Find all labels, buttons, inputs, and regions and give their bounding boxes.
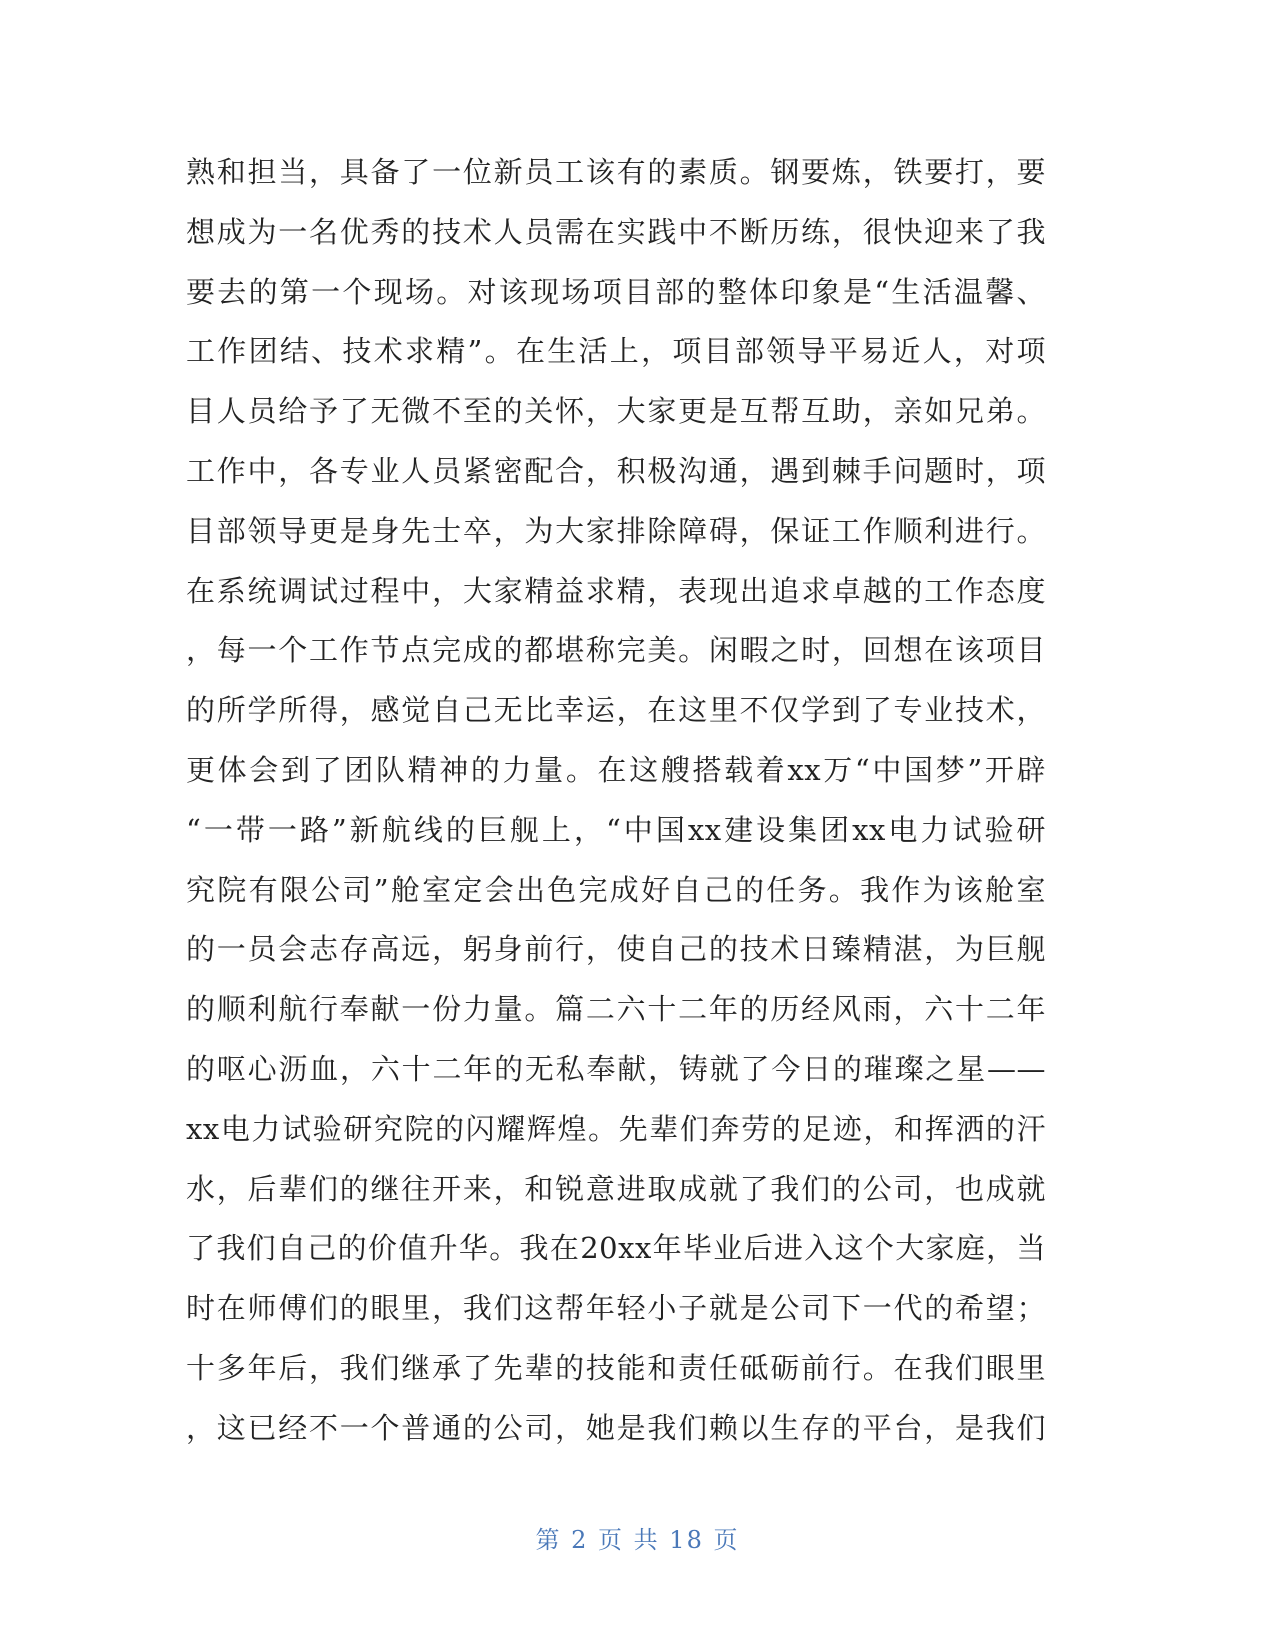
text-line: xx电力试验研究院的闪耀辉煌。先辈们奔劳的足迹，和挥洒的汗 — [186, 1111, 1046, 1146]
page-number-label: 第 2 页 共 18 页 — [535, 1526, 740, 1554]
text-line: 了我们自己的价值升华。我在20xx年毕业后进入这个大家庭，当 — [186, 1231, 1046, 1266]
text-line: 工作中，各专业人员紧密配合，积极沟通，遇到棘手问题时，项 — [186, 453, 1046, 488]
page-footer — [0, 1520, 1275, 1555]
text-line: 在系统调试过程中，大家精益求精，表现出追求卓越的工作态度 — [186, 573, 1046, 608]
text-line: 的一员会志存高远，躬身前行，使自己的技术日臻精湛，为巨舰 — [186, 932, 1046, 967]
text-line: 的所学所得，感觉自己无比幸运，在这里不仅学到了专业技术， — [186, 693, 1046, 728]
text-line: 时在师傅们的眼里，我们这帮年轻小子就是公司下一代的希望； — [186, 1291, 1046, 1326]
text-line: 熟和担当，具备了一位新员工该有的素质。钢要炼，铁要打，要 — [186, 155, 1046, 189]
text-line: 工作团结、技术求精”。在生活上，项目部领导平易近人，对项 — [186, 334, 1046, 369]
body-text — [186, 143, 1046, 1459]
text-line: “一带一路”新航线的巨舰上，“中国xx建设集团xx电力试验研 — [186, 812, 1046, 847]
text-line: 更体会到了团队精神的力量。在这艘搭载着xx万“中国梦”开辟 — [186, 752, 1046, 787]
text-line: 目部领导更是身先士卒，为大家排除障碍，保证工作顺利进行。 — [186, 513, 1046, 548]
text-line: 目人员给予了无微不至的关怀，大家更是互帮互助，亲如兄弟。 — [186, 394, 1046, 429]
text-line: 的顺利航行奉献一份力量。篇二六十二年的历经风雨，六十二年 — [186, 992, 1046, 1027]
text-line: 想成为一名优秀的技术人员需在实践中不断历练，很快迎来了我 — [186, 214, 1046, 249]
text-line: 水，后辈们的继往开来，和锐意进取成就了我们的公司，也成就 — [186, 1171, 1046, 1206]
text-line: 要去的第一个现场。对该现场项目部的整体印象是“生活温馨、 — [186, 274, 1046, 309]
text-line: 的呕心沥血，六十二年的无私奉献，铸就了今日的璀璨之星—— — [186, 1051, 1046, 1086]
text-line: 十多年后，我们继承了先辈的技能和责任砥砺前行。在我们眼里 — [186, 1350, 1046, 1385]
text-line: 究院有限公司”舱室定会出色完成好自己的任务。我作为该舱室 — [186, 872, 1046, 907]
text-line: ，每一个工作节点完成的都堪称完美。闲暇之时，回想在该项目 — [186, 633, 1046, 668]
text-line: ，这已经不一个普通的公司，她是我们赖以生存的平台，是我们 — [186, 1410, 1046, 1445]
